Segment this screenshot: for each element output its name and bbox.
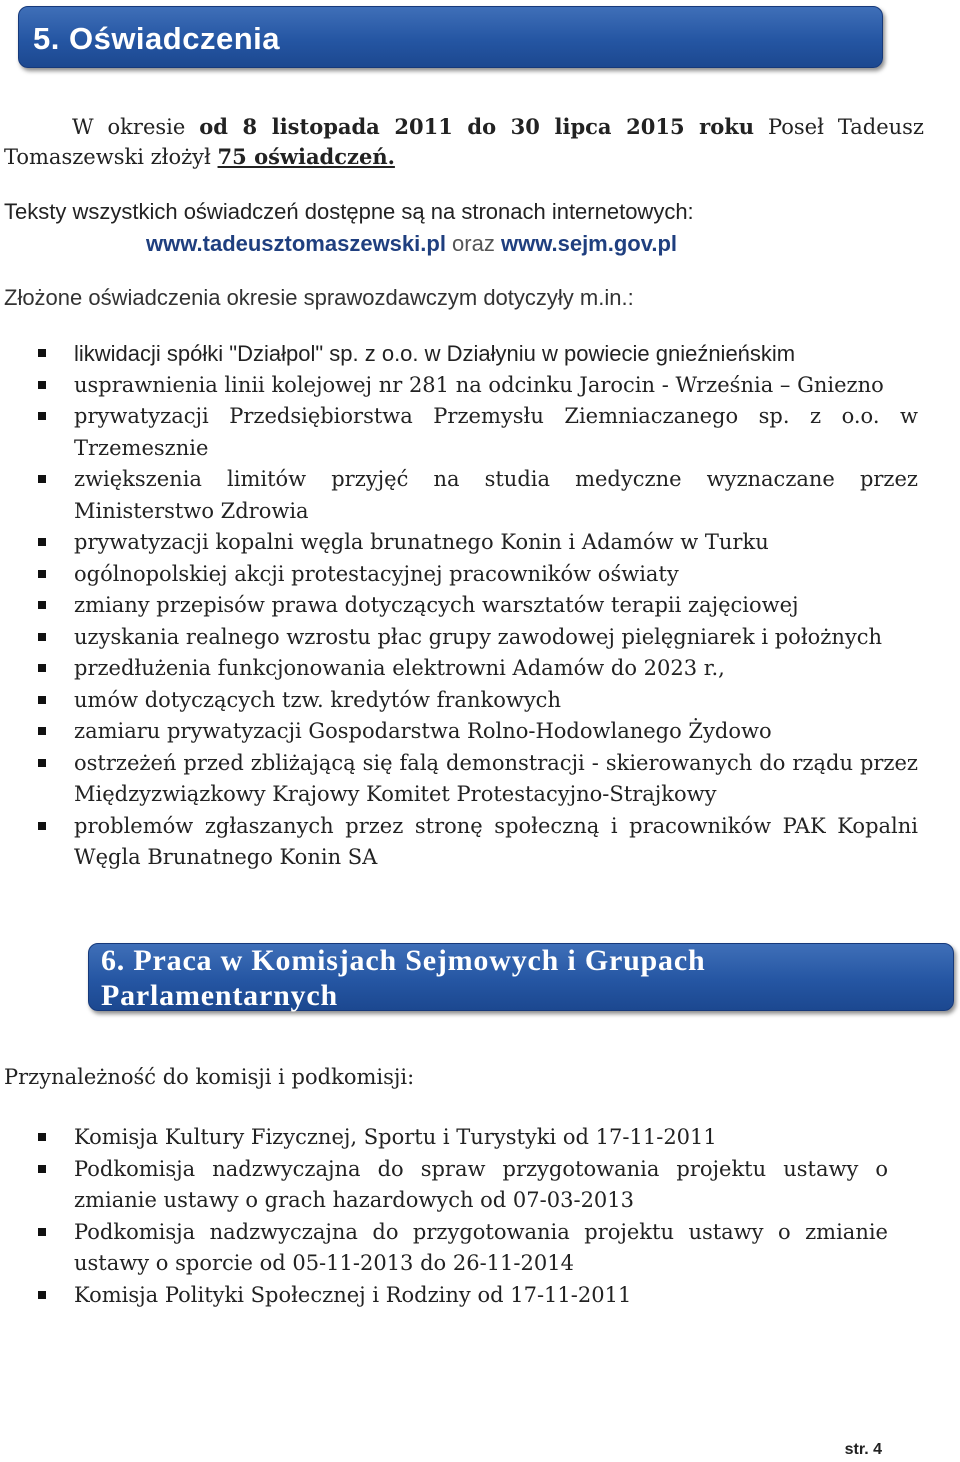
bullet-icon bbox=[38, 538, 46, 546]
section-5-banner bbox=[18, 6, 883, 68]
list-item bbox=[38, 464, 918, 527]
list-item-text: prywatyzacji kopalni węgla brunatnego Konin i Adamów w Turku bbox=[74, 530, 769, 554]
intro-text-a: W okresie bbox=[72, 115, 200, 139]
page-number: str. 4 bbox=[844, 1441, 882, 1458]
intro-text-c: Poseł Tadeusz Tomaszewski złożył bbox=[4, 115, 924, 169]
list-item bbox=[38, 1122, 888, 1154]
bullet-icon bbox=[38, 633, 46, 641]
bullet-icon bbox=[38, 349, 46, 357]
intro-count: 75 oświadczeń. bbox=[217, 144, 395, 169]
list-item bbox=[38, 1154, 888, 1217]
list-item bbox=[38, 370, 918, 402]
websites-intro: Teksty wszystkich oświadczeń dostępne są na stronach internetowych: bbox=[4, 199, 694, 224]
bullet-icon bbox=[38, 1291, 46, 1299]
list-item bbox=[38, 401, 918, 464]
bullet-icon bbox=[38, 822, 46, 830]
bullet-icon bbox=[38, 759, 46, 767]
list-item bbox=[38, 527, 918, 559]
bullet-icon bbox=[38, 1165, 46, 1173]
intro-paragraph bbox=[4, 112, 924, 172]
bullet-icon bbox=[38, 1228, 46, 1236]
list-item bbox=[38, 559, 918, 591]
list-item bbox=[38, 716, 918, 748]
list-item-text: likwidacji spółki "Działpol" sp. z o.o. w Działyniu w powiecie gnieźnieńskim bbox=[74, 341, 796, 366]
list-item-text: ostrzeżeń przed zbliżającą się falą demonstracji - skierowanych do rządu przez Międzyzwiązkowy Krajowy Komitet Protestacyjno-Strajkowy bbox=[74, 750, 918, 806]
websites-links bbox=[146, 229, 677, 259]
list-item-text: Komisja Polityki Społecznej i Rodziny od 17-11-2011 bbox=[74, 1282, 632, 1307]
list-item bbox=[38, 748, 918, 811]
section-6-banner bbox=[88, 943, 954, 1011]
list-item-text: zamiaru prywatyzacji Gospodarstwa Rolno-Hodowlanego Żydowo bbox=[74, 719, 772, 743]
statements-intro: Złożone oświadczenia okresie sprawozdawczym dotyczyły m.in.: bbox=[4, 285, 634, 310]
list-item-text: Podkomisja nadzwyczajna do spraw przygotowania projektu ustawy o zmianie ustawy o grach hazardowych od 07-03-2013 bbox=[74, 1156, 888, 1212]
bullet-icon bbox=[38, 475, 46, 483]
link-sejm[interactable]: www.sejm.gov.pl bbox=[500, 231, 678, 256]
bullet-icon bbox=[38, 601, 46, 609]
section-5-heading: 5. Oświadczenia bbox=[33, 21, 280, 56]
list-item-text: zmiany przepisów prawa dotyczących warsztatów terapii zajęciowej bbox=[74, 593, 799, 617]
list-item-text: problemów zgłaszanych przez stronę społeczną i pracowników PAK Kopalni Węgla Brunatnego Konin SA bbox=[74, 813, 918, 869]
list-item-text: umów dotyczących tzw. kredytów frankowych bbox=[74, 687, 561, 712]
section-6-heading-line1: 6. Praca w Komisjach Sejmowych i Grupach bbox=[101, 944, 706, 977]
list-item-text: usprawnienia linii kolejowej nr 281 na odcinku Jarocin - Września – Gniezno bbox=[74, 372, 884, 397]
list-item bbox=[38, 622, 918, 654]
list-item-text: Podkomisja nadzwyczajna do przygotowania projektu ustawy o zmianie ustawy o sporcie od 05-11-2013 do 26-11-2014 bbox=[74, 1219, 888, 1275]
bullet-icon bbox=[38, 381, 46, 389]
intro-period: od 8 listopada 2011 do 30 lipca 2015 roku bbox=[199, 114, 755, 139]
list-item bbox=[38, 590, 918, 622]
list-item bbox=[38, 1217, 888, 1280]
statements-list bbox=[38, 338, 918, 874]
bullet-icon bbox=[38, 696, 46, 704]
bullet-icon bbox=[38, 570, 46, 578]
list-item bbox=[38, 1280, 888, 1312]
bullet-icon bbox=[38, 412, 46, 420]
list-item-text: zwiększenia limitów przyjęć na studia medyczne wyznaczane przez Ministerstwo Zdrowia bbox=[74, 467, 918, 523]
bullet-icon bbox=[38, 727, 46, 735]
list-item-text: Komisja Kultury Fizycznej, Sportu i Turystyki od 17-11-2011 bbox=[74, 1125, 717, 1149]
list-item-text: ogólnopolskiej akcji protestacyjnej pracowników oświaty bbox=[74, 561, 679, 586]
bullet-icon bbox=[38, 1133, 46, 1141]
section-6-heading bbox=[101, 943, 705, 1013]
membership-intro: Przynależność do komisji i podkomisji: bbox=[4, 1065, 415, 1089]
list-item bbox=[38, 338, 918, 370]
link-tadeusztomaszewski[interactable]: www.tadeusztomaszewski.pl bbox=[146, 231, 446, 256]
list-item bbox=[38, 653, 918, 685]
link-separator: oraz bbox=[445, 231, 501, 256]
list-item-text: prywatyzacji Przedsiębiorstwa Przemysłu Ziemniaczanego sp. z o.o. w Trzemesznie bbox=[74, 404, 918, 460]
bullet-icon bbox=[38, 664, 46, 672]
list-item-text: uzyskania realnego wzrostu płac grupy zawodowej pielęgniarek i położnych bbox=[74, 624, 883, 649]
list-item bbox=[38, 685, 918, 717]
list-item-text: przedłużenia funkcjonowania elektrowni Adamów do 2023 r., bbox=[74, 656, 725, 680]
section-6-heading-line2: Parlamentarnych bbox=[101, 979, 338, 1012]
list-item bbox=[38, 811, 918, 874]
membership-list bbox=[38, 1122, 888, 1311]
